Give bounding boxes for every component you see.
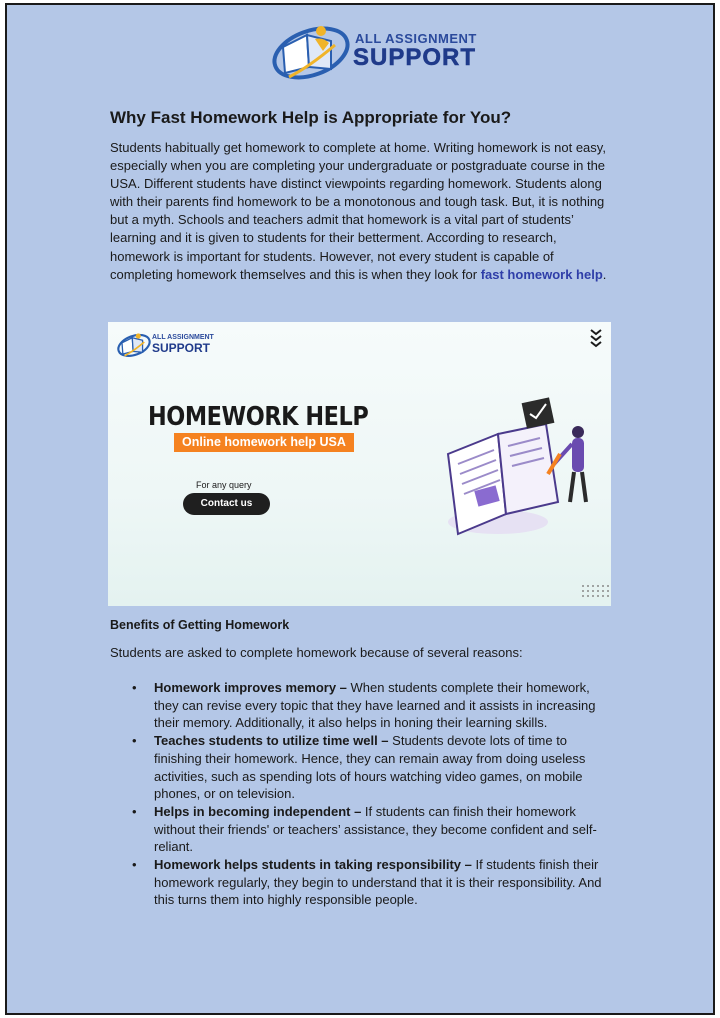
banner-subheadline: Online homework help USA [174,433,354,452]
list-item [110,856,610,909]
banner-logo [116,328,226,362]
bullet-icon: • [132,803,137,819]
benefit-text: Students devote lots of time to finishing their homework. Hence, they can remain away from doing useless activities, such as spending lots of hours watching video games, on mobile phones, or on television. [154,733,586,802]
benefits-heading: Benefits of Getting Homework [110,618,290,632]
book-student-illustration [428,384,608,544]
query-text: For any query [196,480,252,490]
intro-paragraph [110,139,610,284]
benefits-intro: Students are asked to complete homework because of several reasons: [110,645,523,660]
banner-logo-emblem-icon [116,330,152,360]
benefit-text: If students finish their homework regularly, they begin to understand that it is their responsibility. And this turns them into highly responsible people. [154,857,602,908]
bullet-icon: • [132,733,137,749]
logo-text-bottom: SUPPORT [353,44,477,71]
benefit-text: If students can finish their homework without their friends' or teachers’ assistance, they become confident and self-reliant. [154,803,597,855]
logo-text-top: ALL ASSIGNMENT [355,31,477,46]
banner-logo-text-top: ALL ASSIGNMENT [152,334,214,341]
page-title: Why Fast Homework Help is Appropriate for You? [110,108,512,127]
benefit-title: Teaches students to utilize time well – [154,733,389,749]
benefits-list [110,679,610,909]
triple-chevron-down-icon [589,328,603,350]
benefit-title: Homework improves memory – [154,680,347,695]
benefit-title: Helps in becoming independent – [154,803,362,819]
benefit-text: When students complete their homework, they can revise every topic that they have learned and it assists in increasing their memory. Additionally, it also helps in honing their learning skills. [154,680,596,731]
banner-headline: HOMEWORK HELP [148,402,369,432]
intro-trailing: . [602,266,607,282]
contact-us-button[interactable]: Contact us [183,493,270,515]
bullet-icon: • [132,857,137,873]
benefit-title: Homework helps students in taking responsibility – [154,857,472,873]
logo-emblem-icon [269,17,353,87]
banner-logo-text-bottom: SUPPORT [152,341,211,355]
fast-homework-help-link[interactable]: fast homework help [480,266,603,282]
document-page [5,3,715,1015]
brand-logo [269,17,479,87]
homework-help-banner [108,322,611,606]
list-item [110,679,610,732]
list-item [110,803,610,856]
dot-grid-icon [581,584,609,600]
intro-text: Students habitually get homework to complete at home. Writing homework is not easy, especially when you are completing your undergraduate or postgraduate course in the USA. Different students have distinct viewpoints regarding homework. Students along with their parents find homework to be a monotonous and tough task. But, it is nothing but a myth. Schools and teachers admit that homework is a vital part of students’ learning and it is given to students for their betterment. According to research, homework is important for students. However, not every student is capable of completing homework themselves and this is when they look for [110,140,606,282]
bullet-icon: • [132,680,137,695]
list-item [110,732,610,803]
